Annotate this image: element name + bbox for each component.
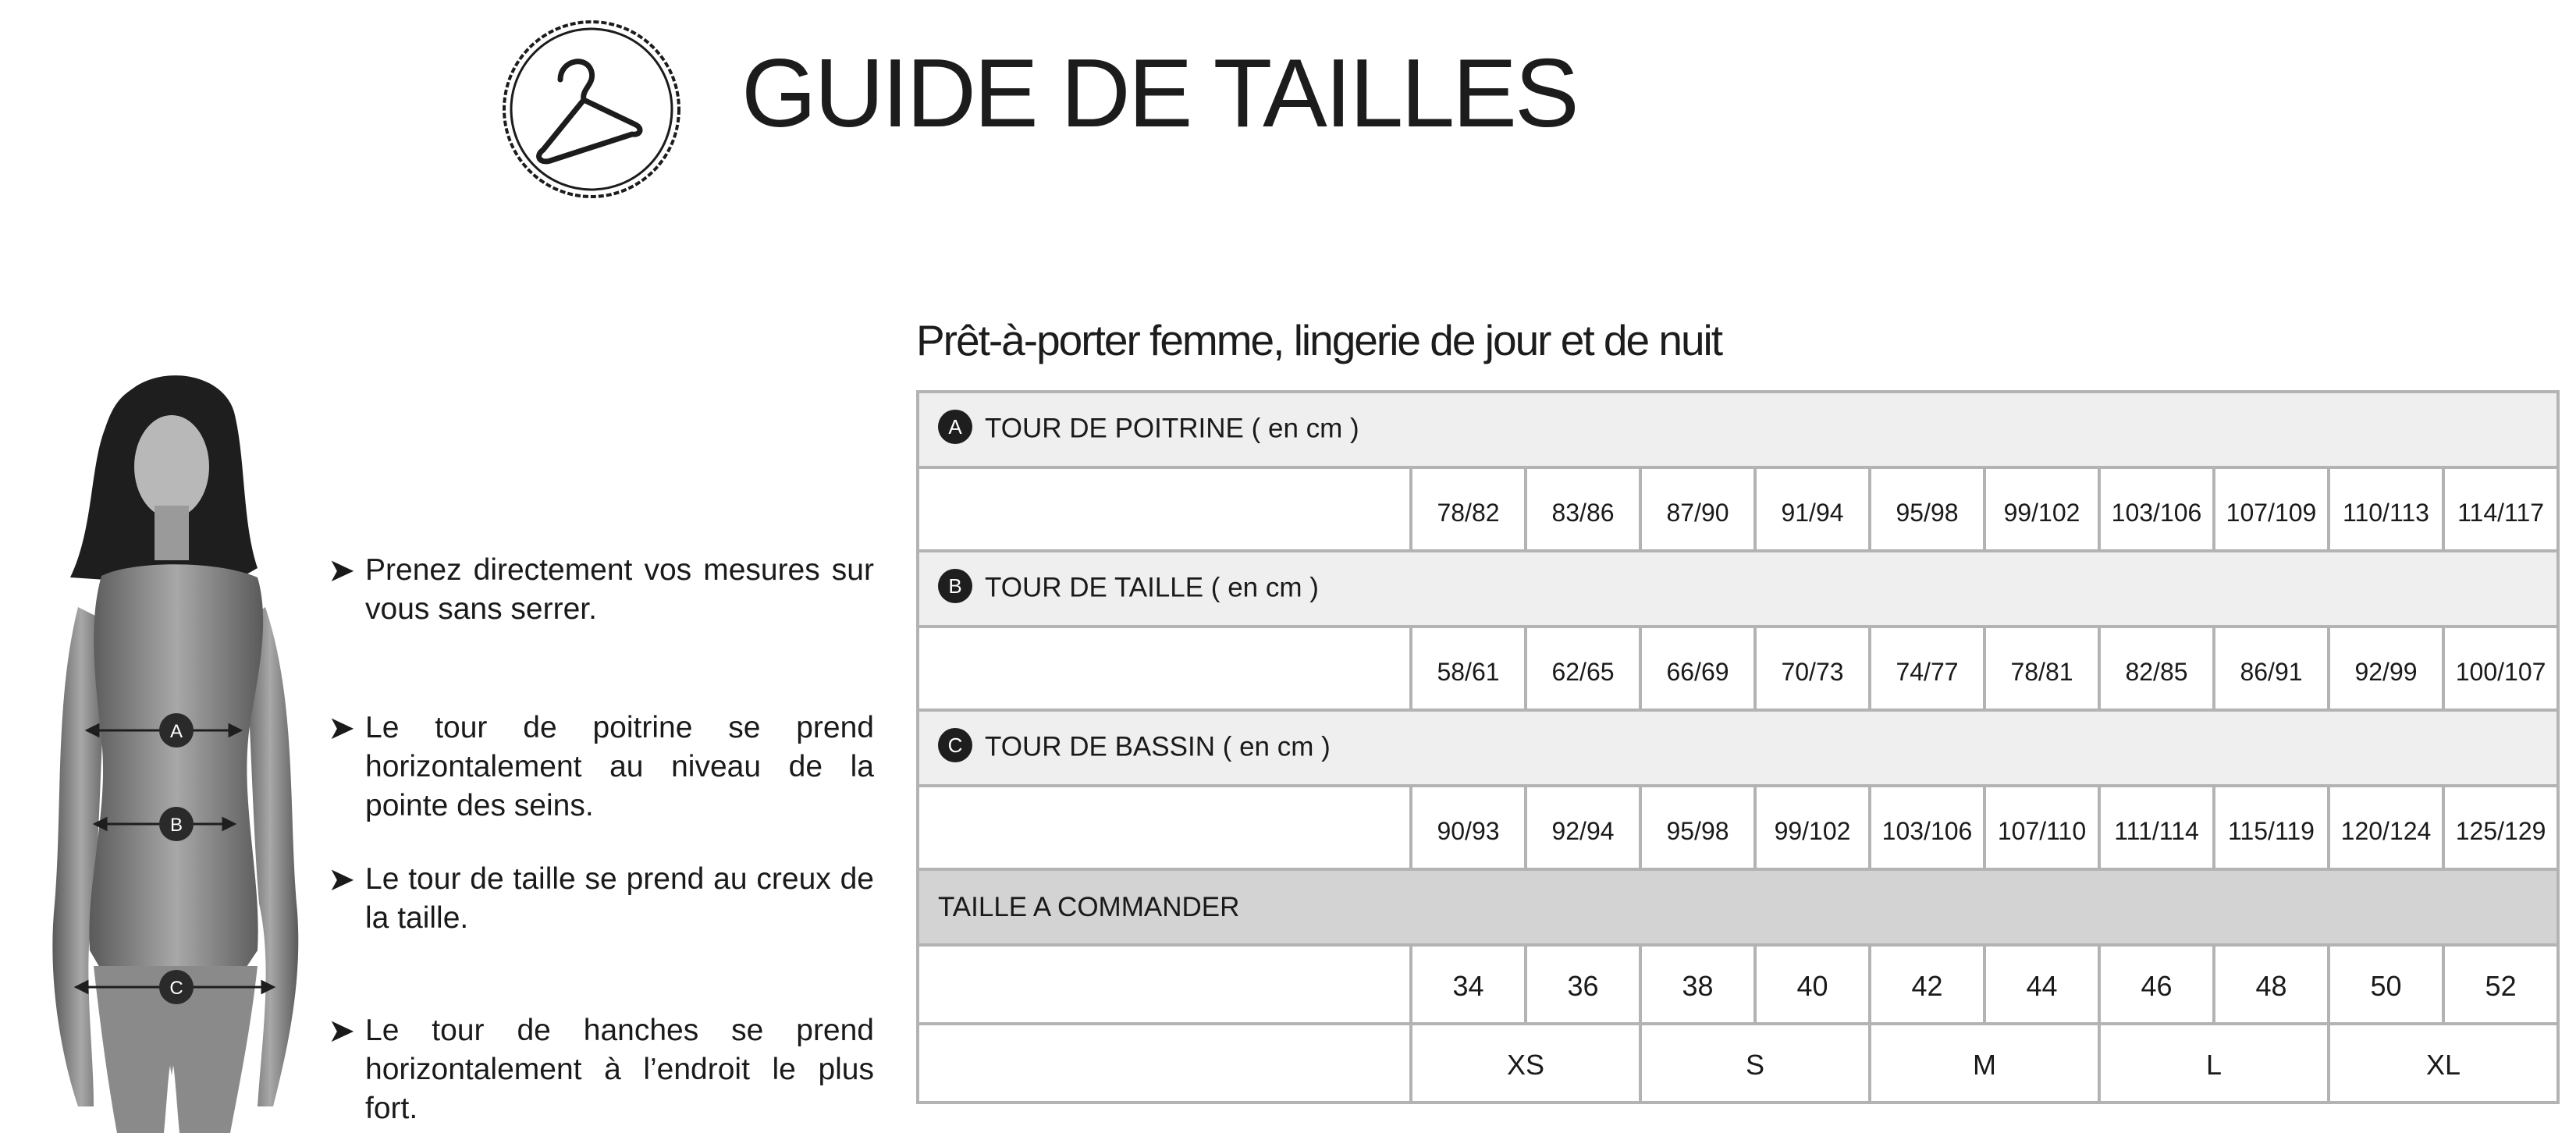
letter-size-cell: L [2099, 1024, 2329, 1103]
table-cell: 111/114 [2099, 786, 2214, 869]
table-cell: 58/61 [1411, 627, 1526, 710]
empty-cell [918, 467, 1411, 551]
table-cell: 90/93 [1411, 786, 1526, 869]
size-cell: 36 [1526, 945, 1640, 1024]
table-cell: 110/113 [2329, 467, 2443, 551]
table-cell: 62/65 [1526, 627, 1640, 710]
instruction-item [328, 860, 874, 938]
section-header-hips [918, 710, 2558, 786]
marker-c: C [169, 978, 183, 999]
table-cell: 100/107 [2443, 627, 2558, 710]
order-size-label: TAILLE A COMMANDER [918, 869, 2558, 945]
arrow-bullet-icon: ➤ [328, 861, 356, 897]
table-row [918, 786, 2558, 869]
table-cell: 86/91 [2214, 627, 2329, 710]
empty-cell [918, 945, 1411, 1024]
size-cell: 48 [2214, 945, 2329, 1024]
size-cell: 46 [2099, 945, 2214, 1024]
section-header-waist [918, 551, 2558, 627]
table-cell: 74/77 [1870, 627, 1984, 710]
size-table [916, 390, 2560, 1104]
badge-a: A [938, 410, 972, 444]
table-cell: 115/119 [2214, 786, 2329, 869]
marker-a: A [169, 721, 183, 742]
arrow-bullet-icon: ➤ [328, 1012, 356, 1049]
table-cell: 70/73 [1755, 627, 1870, 710]
table-cell: 78/82 [1411, 467, 1526, 551]
section-header-order-size [918, 869, 2558, 945]
table-row [918, 945, 2558, 1024]
table-cell: 103/106 [1870, 786, 1984, 869]
table-cell: 87/90 [1640, 467, 1755, 551]
instruction-item [328, 709, 874, 826]
empty-cell [918, 786, 1411, 869]
size-cell: 50 [2329, 945, 2443, 1024]
table-cell: 66/69 [1640, 627, 1755, 710]
instruction-text: Prenez directement vos mesures sur vous sans serrer. [365, 553, 874, 626]
table-cell: 95/98 [1640, 786, 1755, 869]
table-cell: 99/102 [1755, 786, 1870, 869]
letter-size-cell: XS [1411, 1024, 1640, 1103]
size-cell: 52 [2443, 945, 2558, 1024]
letter-size-cell: XL [2329, 1024, 2558, 1103]
marker-b: B [169, 815, 183, 836]
table-cell: 82/85 [2099, 627, 2214, 710]
table-cell: 92/99 [2329, 627, 2443, 710]
hanger-icon [499, 17, 684, 201]
letter-size-cell: S [1640, 1024, 1870, 1103]
table-row [918, 627, 2558, 710]
table-cell: 78/81 [1984, 627, 2099, 710]
size-cell: 34 [1411, 945, 1526, 1024]
size-cell: 40 [1755, 945, 1870, 1024]
table-row [918, 1024, 2558, 1103]
section-label: TOUR DE TAILLE ( en cm ) [985, 571, 1319, 602]
instruction-text: Le tour de taille se prend au creux de la taille. [365, 862, 874, 935]
size-cell: 38 [1640, 945, 1755, 1024]
table-subtitle: Prêt-à-porter femme, lingerie de jour et de nuit [916, 316, 1722, 364]
arrow-bullet-icon: ➤ [328, 552, 356, 588]
table-cell: 83/86 [1526, 467, 1640, 551]
table-cell: 107/110 [1984, 786, 2099, 869]
instruction-text: Le tour de poitrine se prend horizontalement au niveau de la pointe des seins. [365, 711, 874, 822]
table-cell: 103/106 [2099, 467, 2214, 551]
table-cell: 99/102 [1984, 467, 2099, 551]
table-cell: 92/94 [1526, 786, 1640, 869]
page-title: GUIDE DE TAILLES [741, 40, 1577, 147]
empty-cell [918, 1024, 1411, 1103]
table-cell: 125/129 [2443, 786, 2558, 869]
size-cell: 42 [1870, 945, 1984, 1024]
table-cell: 120/124 [2329, 786, 2443, 869]
table-cell: 107/109 [2214, 467, 2329, 551]
letter-size-cell: M [1870, 1024, 2099, 1103]
table-cell: 91/94 [1755, 467, 1870, 551]
badge-c: C [938, 728, 972, 762]
section-label: TOUR DE BASSIN ( en cm ) [985, 730, 1331, 762]
instruction-item [328, 1011, 874, 1128]
table-row [918, 467, 2558, 551]
section-header-chest [918, 392, 2558, 467]
table-cell: 114/117 [2443, 467, 2558, 551]
model-figure [47, 373, 328, 1133]
empty-cell [918, 627, 1411, 710]
badge-b: B [938, 569, 972, 603]
table-cell: 95/98 [1870, 467, 1984, 551]
instruction-text: Le tour de hanches se prend horizontalement à l’endroit le plus fort. [365, 1014, 874, 1125]
instruction-item [328, 551, 874, 629]
arrow-bullet-icon: ➤ [328, 709, 356, 746]
section-label: TOUR DE POITRINE ( en cm ) [985, 412, 1359, 443]
size-cell: 44 [1984, 945, 2099, 1024]
